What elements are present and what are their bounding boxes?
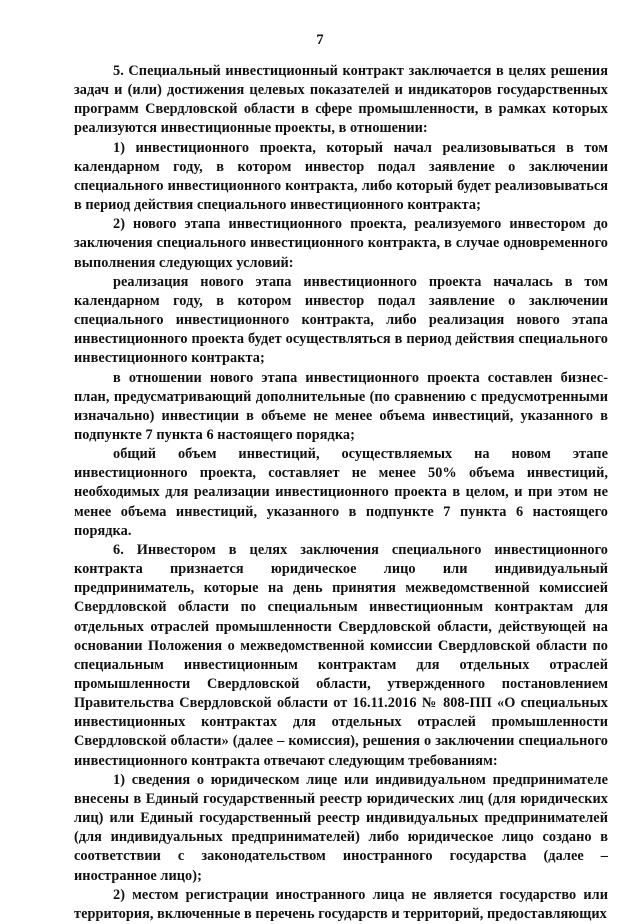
paragraph-condition-2: в отношении нового этапа инвестиционного проекта составлен бизнес-план, предусматривающий дополнительные (по сравнению с предусмотренными изначально) инвестиции в объеме не менее объема инвестиций, указанного в подпункте 7 пункта 6 настоящего порядка; <box>74 369 608 443</box>
page-number: 7 <box>316 32 324 48</box>
document-body <box>74 62 608 924</box>
paragraph-5: 5. Специальный инвестиционный контракт заключается в целях решения задач и (или) достижения целевых показателей и индикаторов государственных программ Свердловской области в сфере промышленности, в рамках которых реализуются инвестиционные проекты, в отношении: <box>74 63 608 137</box>
paragraph-condition-1: реализация нового этапа инвестиционного проекта началась в том календарном году, в котором инвестор подал заявление о заключении специального инвестиционного контракта, либо реализация нового этапа инвестиционного проекта будет осуществляться в период действия специального инвестиционного контракта; <box>74 273 608 367</box>
paragraph-6-1: 1) сведения о юридическом лице или индивидуальном предпринимателе внесены в Единый государственный реестр юридических лиц (для юридических лиц) или Единый государственный реестр индивидуальных предпринимателей (для индивидуальных предпринимателей) либо юридическое лицо создано в соответствии с законодательством иностранного государства (далее – иностранное лицо); <box>74 771 608 884</box>
paragraph-6-2: 2) местом регистрации иностранного лица не является государство или территория, включенные в перечень государств и территорий, предоставляющих <box>74 886 608 922</box>
paragraph-6: 6. Инвестором в целях заключения специального инвестиционного контракта признается юридическое лицо или индивидуальный предприниматель, которые на день принятия межведомственной комиссией Свердловской области по специальным инвестиционным контрактам для отдельных отраслей промышленности Свердловской области, действующей на основании Положения о межведомственной комиссии Свердловской области по специальным инвестиционным контрактам для отдельных отраслей промышленности Свердловской области, утвержденного постановлением Правительства Свердловской области от 16.11.2016 № 808-ПП «О специальных инвестиционных контрактах для отдельных отраслей промышленности Свердловской области» (далее – комиссия), решения о заключении специального инвестиционного контракта отвечают следующим требованиям: <box>74 541 608 769</box>
paragraph-5-1: 1) инвестиционного проекта, который начал реализовываться в том календарном году, в котором инвестор подал заявление о заключении специального инвестиционного контракта, либо который будет реализовываться в период действия специального инвестиционного контракта; <box>74 139 608 214</box>
paragraph-5-2: 2) нового этапа инвестиционного проекта, реализуемого инвестором до заключения специального инвестиционного контракта, в случае одновременного выполнения следующих условий: <box>74 216 608 271</box>
paragraph-condition-3: общий объем инвестиций, осуществляемых на новом этапе инвестиционного проекта, составляет не менее 50% объема инвестиций, необходимых для реализации инвестиционного проекта в целом, и при этом не менее объема инвестиций, указанного в подпункте 7 пункта 6 настоящего порядка. <box>74 446 608 539</box>
